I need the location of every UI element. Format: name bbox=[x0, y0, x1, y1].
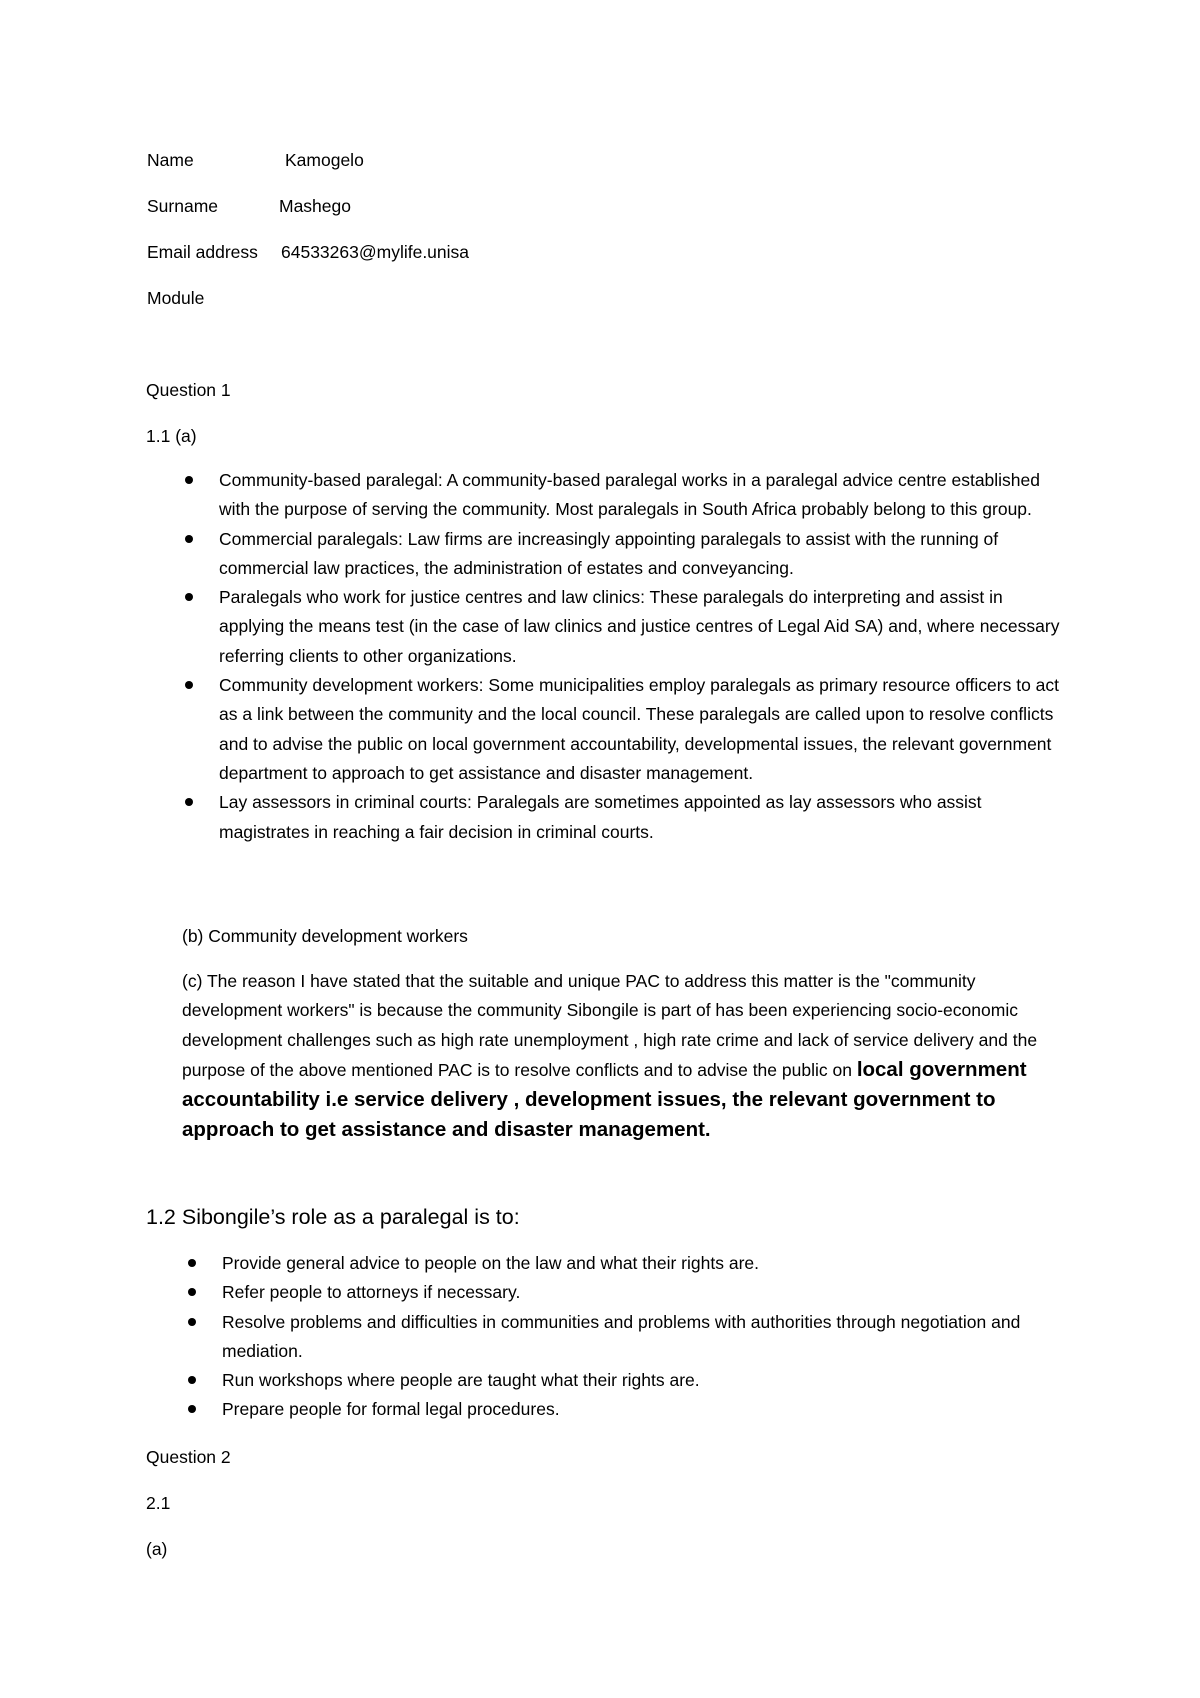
list-item-text: Refer people to attorneys if necessary. bbox=[222, 1282, 521, 1303]
list-item bbox=[222, 1278, 1072, 1307]
name-value: Kamogelo bbox=[285, 150, 364, 170]
subquestion-2-1: 2.1 bbox=[146, 1493, 171, 1513]
list-item-text: Provide general advice to people on the law and what their rights are. bbox=[222, 1253, 759, 1273]
list-item bbox=[222, 1249, 1072, 1278]
section-1-2-heading: 1.2 Sibongile’s role as a paralegal is to: bbox=[146, 1205, 520, 1229]
surname-value: Mashego bbox=[279, 196, 351, 216]
list-item bbox=[219, 671, 1069, 788]
list-item-text: Commercial paralegals: Law firms are increasingly appointing paralegals to assist with the running of commercial law practices, the administration of estates and conveyancing. bbox=[219, 528, 999, 578]
bullet-icon bbox=[188, 1288, 196, 1296]
list-item bbox=[219, 525, 1069, 584]
paralegal-role-list bbox=[222, 1249, 1072, 1425]
subquestion-1-1-a: 1.1 (a) bbox=[146, 426, 197, 446]
email-value: 64533263@mylife.unisa bbox=[281, 242, 470, 262]
question-1-title: Question 1 bbox=[146, 380, 231, 400]
answer-1-1-c-emphasis: local government accountability i.e service delivery , development issues, the relevant government to approach to get assistance and disaster management. bbox=[182, 1057, 1027, 1142]
list-item bbox=[222, 1308, 1072, 1367]
list-item bbox=[219, 466, 1069, 525]
subquestion-2-1-a: (a) bbox=[146, 1539, 168, 1559]
list-item-text: Resolve problems and difficulties in communities and problems with authorities through negotiation and mediation. bbox=[222, 1311, 1021, 1361]
bullet-icon bbox=[185, 593, 193, 601]
bullet-icon bbox=[188, 1405, 196, 1413]
list-item bbox=[219, 788, 1069, 847]
list-item-text: Paralegals who work for justice centres and law clinics: These paralegals do interpreting and assist in applying the means test (in the case of law clinics and justice centres of Legal Aid SA) and, where necessary referring clients to other organizations. bbox=[219, 587, 1060, 666]
list-item-text: Community development workers: Some municipalities employ paralegals as primary resource officers to act as a link between the community and the local council. These paralegals are called upon to resolve conflicts and to advise the public on local government accountability, developmental issues, the relevant government department to approach to get assistance and disaster management. bbox=[219, 675, 1060, 783]
list-item-text: Community-based paralegal: A community-based paralegal works in a paralegal advice centre established with the purpose of serving the community. Most paralegals in South Africa probably belong to this group. bbox=[219, 470, 1041, 520]
bullet-icon bbox=[188, 1259, 196, 1267]
module-label: Module bbox=[147, 288, 205, 308]
bullet-icon bbox=[185, 476, 193, 484]
list-item-text: Run workshops where people are taught what their rights are. bbox=[222, 1370, 700, 1391]
list-item bbox=[219, 583, 1069, 671]
bullet-icon bbox=[185, 681, 193, 689]
answer-1-1-c bbox=[182, 967, 1062, 1146]
list-item-text: Prepare people for formal legal procedures. bbox=[222, 1399, 560, 1420]
bullet-icon bbox=[188, 1376, 196, 1384]
surname-label: Surname bbox=[147, 196, 219, 216]
list-item bbox=[222, 1366, 1072, 1395]
email-label: Email address bbox=[147, 242, 258, 262]
paralegal-types-list bbox=[219, 466, 1069, 847]
list-item bbox=[222, 1395, 1072, 1424]
bullet-icon bbox=[188, 1318, 196, 1326]
answer-1-1-b: (b) Community development workers bbox=[182, 926, 468, 946]
bullet-icon bbox=[185, 535, 193, 543]
bullet-icon bbox=[185, 798, 193, 806]
question-2-title: Question 2 bbox=[146, 1447, 231, 1467]
answer-1-1-c-text: (c) The reason I have stated that the suitable and unique PAC to address this matter is the "community development workers" is because the community Sibongile is part of has been experiencing socio-economic development challenges such as high rate unemployment , high rate crime and lack of service delivery and the purpose of the above mentioned PAC is to resolve conflicts and to advise the public on bbox=[182, 971, 1038, 1080]
list-item-text: Lay assessors in criminal courts: Paralegals are sometimes appointed as lay assessors who assist magistrates in reaching a fair decision in criminal courts. bbox=[219, 792, 982, 842]
name-label: Name bbox=[147, 150, 194, 170]
